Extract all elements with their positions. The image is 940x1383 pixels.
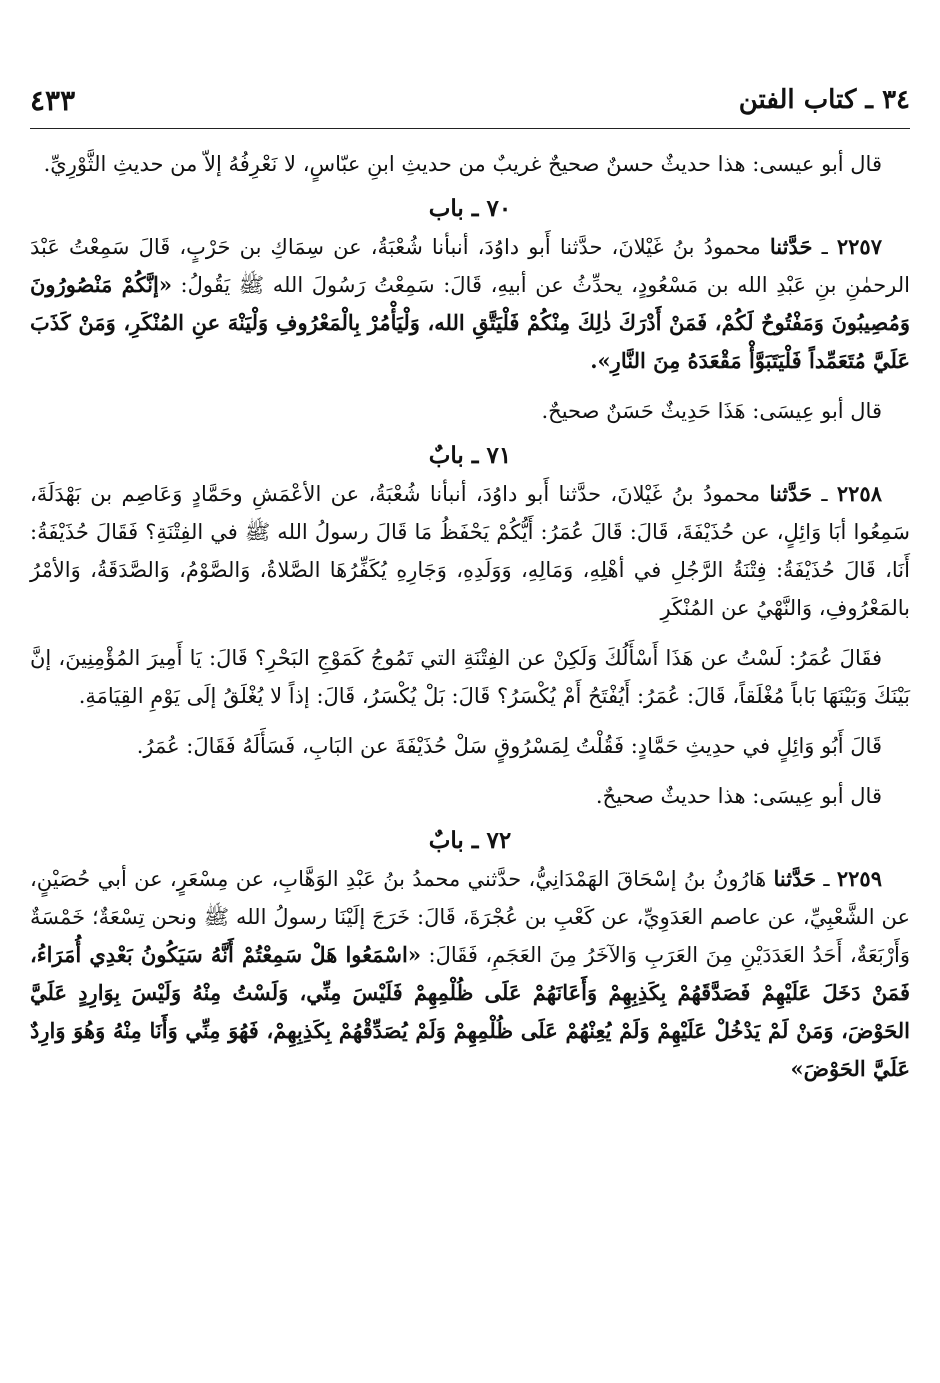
hadith-isnad: هَارُونُ بنُ إسْحَاقَ الهَمْدَانِيُّ، حدَّثني محمدُ بنُ عَبْدِ الوَهَّابِ، عن مِسْعَرٍ، عن أبي حُصَيْنٍ، عن الشَّعْبِيِّ، عن عاصم العَدَوِيِّ، عن كَعْبِ بن عُجْرَةَ، قَالَ: خَرَجَ إلَيْنَا رسولُ الله ﷺ ونحن تِسْعَةٌ؛ خَمْسَةٌ وَأَرْبَعَةٌ، أَحَدُ العَدَدَيْنِ مِنَ العَرَبِ وَالآخَرُ مِنَ العَجَمِ، فَقَالَ: bbox=[30, 867, 910, 967]
section-number: ٧٢ bbox=[486, 827, 512, 854]
hadith-opening: حَدَّثنا bbox=[769, 234, 813, 259]
section-label: باب bbox=[428, 195, 464, 222]
page-body bbox=[30, 145, 910, 1100]
hadith-isnad: محمودُ بنُ غَيْلانَ، حدَّثنا أَبو داوُدَ، أنبأنا شُعْبَةُ، عن الأعْمَشِ وحَمَّادٍ وَعَاصِم بن بَهْدَلَةَ، سَمِعُوا أبَا وَائِلٍ، عن حُذَيْفَةَ، قَالَ: قَالَ عُمَرُ: أَيُّكُمْ يَحْفَظُ مَا قَالَ رسولُ الله ﷺ في الفِتْنَةِ؟ فَقَالَ حُذَيْفَةُ: أَنَا، قَالَ حُذَيْفَةُ: فِتْنَةُ الرَّجُلِ في أهْلِهِ، وَمَالِهِ، وَوَلَدِهِ، وَجَارِهِ يُكَفِّرُهَا الصَّلاةُ، وَالصَّوْمُ، وَالصَّدَقَةُ، وَالأمْرُ بالمَعْرُوفِ، وَالنَّهْيُ عن المُنْكَرِ bbox=[30, 482, 910, 620]
commentary-paragraph: فقَالَ عُمَرُ: لَسْتُ عن هَذَا أَسْأَلُكَ وَلَكِنْ عن الفِتْنَةِ التي تَمُوجُ كَمَوْجِ البَحْرِ؟ قَالَ: يَا أَمِيرَ المُؤْمِنِينَ، إنَّ بَيْنَكَ وَبَيْنَهَا بَاباً مُغْلَقاً، قَالَ: عُمَرُ: أَيُفْتَحُ أَمْ يُكْسَرُ؟ قَالَ: بَلْ يُكْسَرُ، قَالَ: إذاً لا يُغْلَقُ إلَى يَوْمِ القِيَامَةِ. bbox=[30, 646, 910, 708]
section-label: بابٌ bbox=[428, 827, 464, 854]
header-divider bbox=[30, 128, 910, 129]
chapter-title: ٣٤ ـ كتاب الفتن bbox=[738, 85, 910, 115]
page-number: ٤٣٣ bbox=[30, 83, 76, 117]
hadith-matn: «اسْمَعُوا هَلْ سَمِعْتُمْ أَنَّهُ سَيَكُونُ بَعْدِي أُمَرَاءُ، فَمَنْ دَخَلَ عَلَيْهِمْ فَصَدَّقَهُمْ بِكَذِبِهِمْ وَأَعَانَهُمْ عَلَى ظُلْمِهِمْ فَلَيْسَ مِنِّي، وَلَسْتُ مِنْهُ وَلَيْسَ بِوَارِدٍ عَلَيَّ الحَوْضَ، وَمَنْ لَمْ يَدْخُلْ عَلَيْهِمْ وَلَمْ يُعِنْهُمْ عَلَى ظُلْمِهِمْ وَلَمْ يُصَدِّقْهُمْ بِكَذِبِهِمْ، فَهُوَ مِنِّي وَأَنَا مِنْهُ وَهُوَ وَارِدٌ عَلَيَّ الحَوْضَ» bbox=[30, 942, 910, 1081]
section-heading: ٧٢ ـ بابٌ bbox=[428, 827, 512, 854]
hadith-opening: حَدَّثنا bbox=[773, 866, 817, 891]
hadith-matn: «إنَّكُمْ مَنْصُورُونَ وَمُصِيبُونَ وَمَفْتُوحٌ لَكُمْ، فَمَنْ أَدْرَكَ ذٰلِكَ مِنْكُمْ فَلْيَتَّقِ الله، وَلْيَأْمُرْ بِالْمَعْرُوفِ وَلْيَنْهَ عنِ المُنْكَرِ، وَمَنْ كَذَبَ عَلَيَّ مُتَعَمِّداً فَلْيَتَبَوَّأْ مَقْعَدَهُ مِنَ النَّارِ». bbox=[30, 272, 910, 373]
hadith-number: ٢٢٥٧ bbox=[836, 234, 882, 259]
hadith-number: ٢٢٥٨ bbox=[836, 481, 882, 506]
page-header bbox=[30, 78, 910, 122]
commentary-paragraph: قال أبو عيسى: هذا حديثٌ حسنٌ صحيحٌ غريبٌ من حديثِ ابنِ عبّاسٍ، لا نَعْرِفُهُ إلاّ من حديثِ الثَّوْرِيِّ. bbox=[43, 152, 882, 176]
section-heading: ٧٠ ـ باب bbox=[428, 195, 512, 222]
section-number: ٧٠ bbox=[486, 195, 512, 222]
hadith-number: ٢٢٥٩ bbox=[836, 866, 882, 891]
section-number: ٧١ bbox=[486, 442, 512, 469]
hadith-isnad: محمودُ بنُ غَيْلانَ، حدَّثنا أَبو داوُدَ، أنبأنا شُعْبَةُ، عن سِمَاكِ بن حَرْبٍ، قَالَ سَمِعْتُ عَبْدَ الرحمٰنِ بنِ عَبْدِ الله بن مَسْعُودٍ، يحدِّثُ عن أبيهِ، قَالَ: سَمِعْتُ رَسُولَ الله ﷺ يَقُولُ: bbox=[30, 235, 910, 297]
commentary-paragraph: قال أبو عِيسَى: هذا حديثٌ صحيحٌ. bbox=[595, 784, 882, 808]
hadith-paragraph: ٢٢٥٩ ـ حَدَّثنا هَارُونُ بنُ إسْحَاقَ الهَمْدَانِيُّ، حدَّثني محمدُ بنُ عَبْدِ الوَهَّابِ، عن مِسْعَرٍ، عن أبي حُصَيْنٍ، عن الشَّعْبِيِّ، عن عاصم العَدَوِيِّ، عن كَعْبِ بن عُجْرَةَ، قَالَ: خَرَجَ إلَيْنَا رسولُ الله ﷺ ونحن تِسْعَةٌ؛ خَمْسَةٌ وَأَرْبَعَةٌ، أَحَدُ العَدَدَيْنِ مِنَ العَرَبِ وَالآخَرُ مِنَ العَجَمِ، فَقَالَ: «اسْمَعُوا هَلْ سَمِعْتُمْ أَنَّهُ سَيَكُونُ بَعْدِي أُمَرَاءُ، فَمَنْ دَخَلَ عَلَيْهِمْ فَصَدَّقَهُمْ بِكَذِبِهِمْ وَأَعَانَهُمْ عَلَى ظُلْمِهِمْ فَلَيْسَ مِنِّي، وَلَسْتُ مِنْهُ وَلَيْسَ بِوَارِدٍ عَلَيَّ الحَوْضَ، وَمَنْ لَمْ يَدْخُلْ عَلَيْهِمْ وَلَمْ يُعِنْهُمْ عَلَى ظُلْمِهِمْ وَلَمْ يُصَدِّقْهُمْ بِكَذِبِهِمْ، فَهُوَ مِنِّي وَأَنَا مِنْهُ وَهُوَ وَارِدٌ عَلَيَّ الحَوْضَ» bbox=[30, 866, 910, 1081]
hadith-opening: حَدَّثنا bbox=[769, 481, 813, 506]
commentary-paragraph: قَالَ أَبُو وَائِلٍ في حدِيثِ حَمَّادٍ: فَقُلْتُ لِمَسْرُوقٍ سَلْ حُذَيْفَةَ عن البَابِ، فَسَأَلَهُ فَقَالَ: عُمَرُ. bbox=[136, 734, 882, 758]
hadith-paragraph: ٢٢٥٧ ـ حَدَّثنا محمودُ بنُ غَيْلانَ، حدَّثنا أَبو داوُدَ، أنبأنا شُعْبَةُ، عن سِمَاكِ بن حَرْبٍ، قَالَ سَمِعْتُ عَبْدَ الرحمٰنِ بنِ عَبْدِ الله بن مَسْعُودٍ، يحدِّثُ عن أبيهِ، قَالَ: سَمِعْتُ رَسُولَ الله ﷺ يَقُولُ: «إنَّكُمْ مَنْصُورُونَ وَمُصِيبُونَ وَمَفْتُوحٌ لَكُمْ، فَمَنْ أَدْرَكَ ذٰلِكَ مِنْكُمْ فَلْيَتَّقِ الله، وَلْيَأْمُرْ بِالْمَعْرُوفِ وَلْيَنْهَ عنِ المُنْكَرِ، وَمَنْ كَذَبَ عَلَيَّ مُتَعَمِّداً فَلْيَتَبَوَّأْ مَقْعَدَهُ مِنَ النَّارِ». bbox=[30, 234, 910, 373]
commentary-paragraph: قال أبو عِيسَى: هَذَا حَدِيثٌ حَسَنٌ صحيحٌ. bbox=[541, 399, 882, 423]
hadith-paragraph: ٢٢٥٨ ـ حَدَّثنا محمودُ بنُ غَيْلانَ، حدَّثنا أَبو داوُدَ، أنبأنا شُعْبَةُ، عن الأعْمَشِ وحَمَّادٍ وَعَاصِم بن بَهْدَلَةَ، سَمِعُوا أبَا وَائِلٍ، عن حُذَيْفَةَ، قَالَ: قَالَ عُمَرُ: أَيُّكُمْ يَحْفَظُ مَا قَالَ رسولُ الله ﷺ في الفِتْنَةِ؟ فَقَالَ حُذَيْفَةُ: أَنَا، قَالَ حُذَيْفَةُ: فِتْنَةُ الرَّجُلِ في أهْلِهِ، وَمَالِهِ، وَوَلَدِهِ، وَجَارِهِ يُكَفِّرُهَا الصَّلاةُ، وَالصَّوْمُ، وَالصَّدَقَةُ، وَالأمْرُ بالمَعْرُوفِ، وَالنَّهْيُ عن المُنْكَرِ bbox=[30, 481, 910, 620]
section-heading: ٧١ ـ بابٌ bbox=[428, 442, 512, 469]
section-label: بابٌ bbox=[428, 442, 464, 469]
